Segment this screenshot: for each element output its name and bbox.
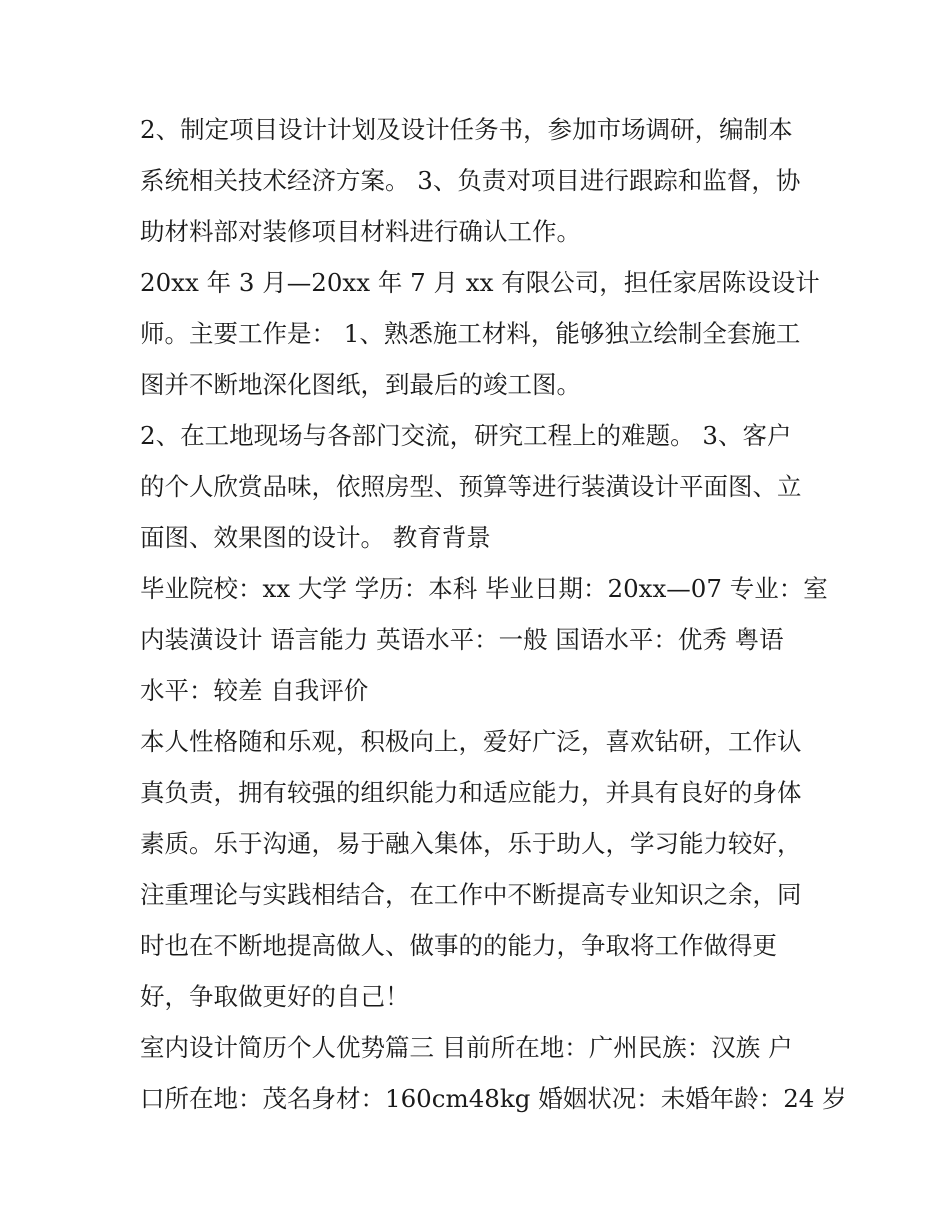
text-line: 素质。乐于沟通，易于融入集体，乐于助人，学习能力较好，: [140, 829, 802, 858]
text-line: 水平：较差 自我评价: [140, 676, 369, 705]
text-line: 20xx 年 3 月—20xx 年 7 月 xx 有限公司，担任家居陈设设计: [140, 268, 820, 297]
text-line: 系统相关技术经济方案。 3、负责对项目进行跟踪和监督，协: [140, 166, 801, 195]
text-line: 内装潢设计 语言能力 英语水平：一般 国语水平：优秀 粤语: [140, 625, 784, 654]
text-line: 面图、效果图的设计。 教育背景: [140, 523, 491, 552]
text-line: 口所在地：茂名身材：160cm48kg 婚姻状况：未婚年龄：24 岁: [140, 1084, 847, 1113]
text-line: 本人性格随和乐观，积极向上，爱好广泛，喜欢钻研，工作认: [140, 727, 802, 756]
text-line: 真负责，拥有较强的组织能力和适应能力，并具有良好的身体: [140, 778, 802, 807]
text-line: 师。主要工作是： 1、熟悉施工材料，能够独立绘制全套施工: [140, 319, 801, 348]
text-line: 2、在工地现场与各部门交流，研究工程上的难题。 3、客户: [140, 421, 792, 450]
text-line: 时也在不断地提高做人、做事的的能力，争取将工作做得更: [140, 931, 777, 960]
text-line: 注重理论与实践相结合，在工作中不断提高专业知识之余，同: [140, 880, 802, 909]
body-text: [140, 104, 847, 1124]
text-line: 的个人欣赏品味，依照房型、预算等进行装潢设计平面图、立: [140, 472, 802, 501]
text-line: 图并不断地深化图纸，到最后的竣工图。: [140, 370, 581, 399]
text-line: 助材料部对装修项目材料进行确认工作。: [140, 217, 581, 246]
text-line: 好，争取做更好的自己！: [140, 982, 410, 1011]
text-line: 毕业院校：xx 大学 学历：本科 毕业日期：20xx—07 专业：室: [140, 574, 828, 603]
text-line: 2、制定项目设计计划及设计任务书，参加市场调研，编制本: [140, 115, 793, 144]
text-line: 室内设计简历个人优势篇三 目前所在地：广州民族：汉族 户: [140, 1033, 793, 1062]
